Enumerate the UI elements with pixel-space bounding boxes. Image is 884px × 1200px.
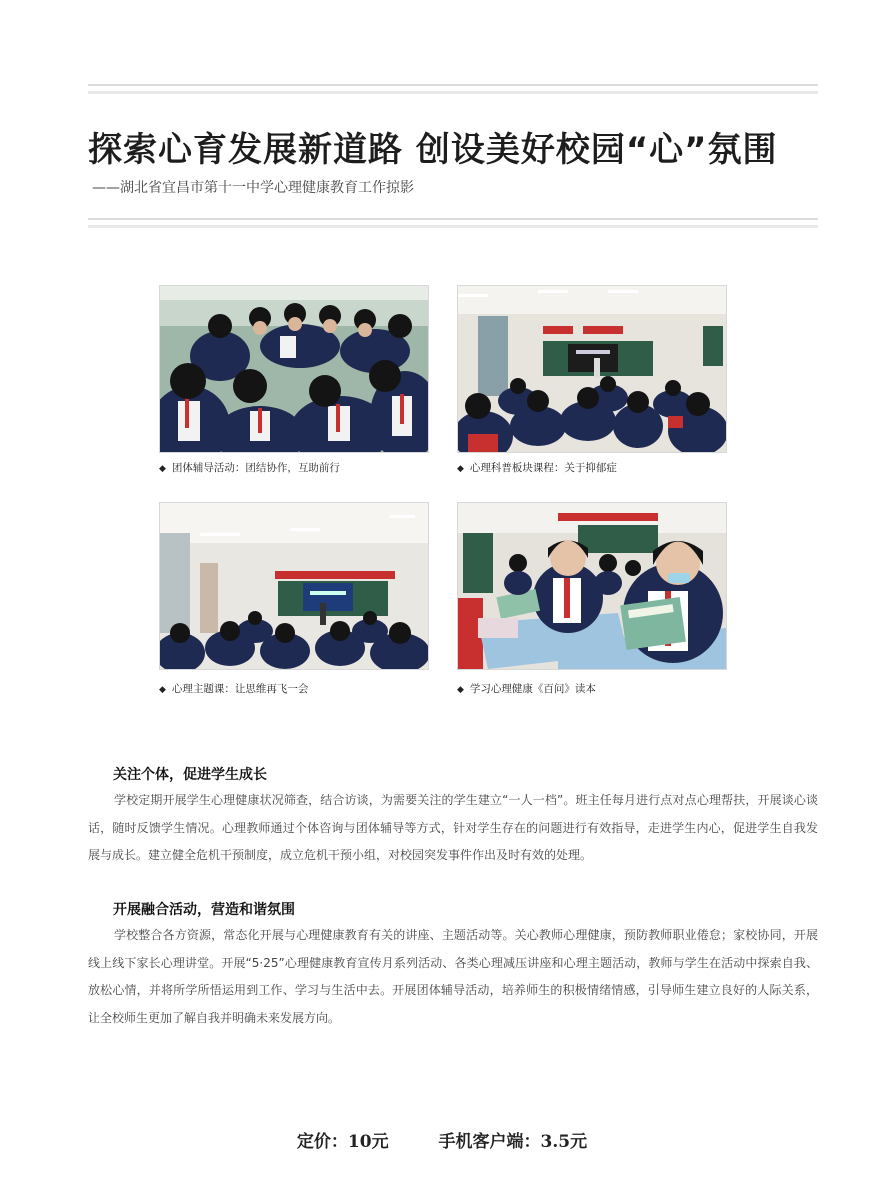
photo-group-counseling — [159, 285, 429, 453]
photo-classroom-lecture — [457, 285, 727, 453]
page-title: 探索心育发展新道路 创设美好校园“心”氛围 — [88, 130, 778, 170]
price-label: 定价：10元 — [296, 1132, 389, 1152]
section-heading: 关注个体，促进学生成长 — [113, 767, 267, 783]
price-footer — [0, 1127, 884, 1152]
section-heading: 开展融合活动，营造和谐氛围 — [113, 902, 295, 918]
diamond-bullet-icon: ◆ — [159, 464, 166, 474]
photo-reading-booklet — [457, 502, 727, 670]
section-body: 学校定期开展学生心理健康状况筛查，结合访谈，为需要关注的学生建立“一人一档”。班主任每月进行点对点心理帮扶，开展谈心谈话，随时反馈学生情况。心理教师通过个体咨询与团体辅导等方式，针对学生存在的问题进行有效指导，走进学生内心，促进学生自我发展与成长。建立健全危机干预制度，成立危机干预小组，对校园突发事件作出及时有效的处理。 — [88, 793, 818, 862]
page-subtitle: ——湖北省宜昌市第十一中学心理健康教育工作掠影 — [92, 180, 414, 196]
top-rule — [88, 84, 818, 94]
photo-theme-class — [159, 502, 429, 670]
photo-caption: ◆ 心理科普板块课程：关于抑郁症 — [457, 462, 617, 474]
diamond-bullet-icon: ◆ — [457, 685, 464, 695]
mobile-price-label: 手机客户端：3.5元 — [438, 1132, 588, 1152]
section-body: 学校整合各方资源，常态化开展与心理健康教育有关的讲座、主题活动等。关心教师心理健康，预防教师职业倦怠；家校协同，开展线上线下家长心理讲堂。开展“5·25”心理健康教育宣传月系列活动、各类心理减压讲座和心理主题活动，教师与学生在活动中探索自我、放松心情，并将所学所悟运用到工作、学习与生活中去。开展团体辅导活动，培养师生的积极情绪情感，引导师生建立良好的人际关系，让全校师生更加了解自我并明确未来发展方向。 — [88, 928, 818, 1025]
photo-caption: ◆ 团体辅导活动：团结协作，互助前行 — [159, 462, 340, 474]
photo-caption: ◆ 学习心理健康《百问》读本 — [457, 683, 596, 695]
diamond-bullet-icon: ◆ — [457, 464, 464, 474]
diamond-bullet-icon: ◆ — [159, 685, 166, 695]
photo-caption: ◆ 心理主题课：让思维再飞一会 — [159, 683, 309, 695]
header-bottom-rule — [88, 218, 818, 228]
